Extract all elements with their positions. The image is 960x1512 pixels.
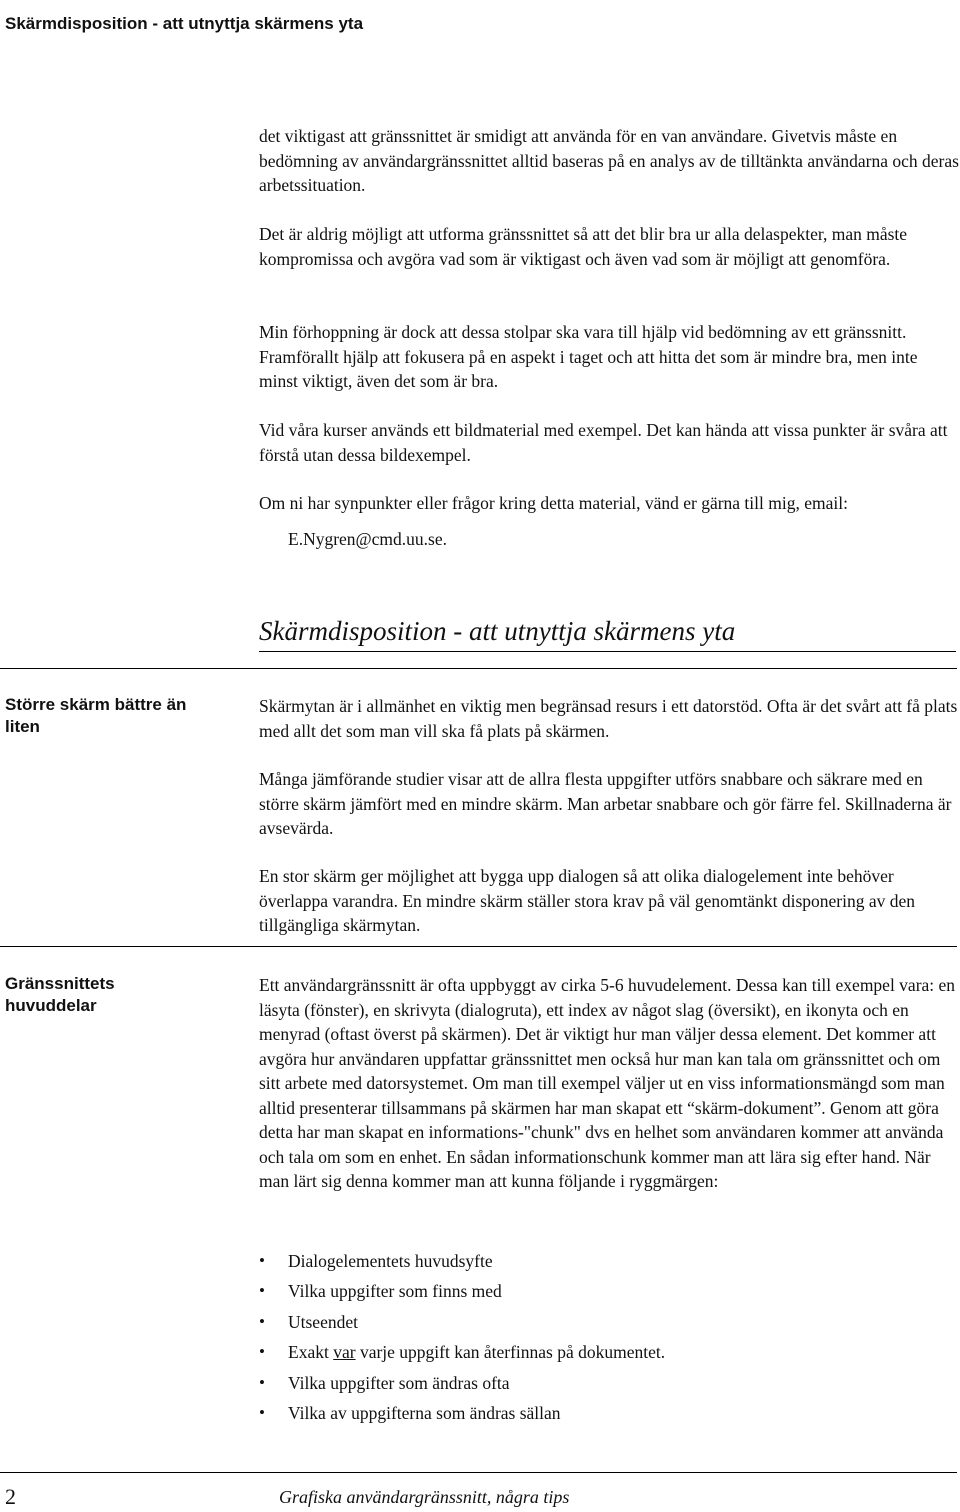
block-divider-1 (0, 668, 957, 669)
side-heading-huvuddelar: Gränssnittets huvuddelar (5, 974, 115, 1015)
footer-book-title: Grafiska användargränssnitt, några tips (279, 1487, 570, 1507)
page-number: 2 (5, 1484, 16, 1509)
list-item: • Vilka av uppgifterna som ändras sällan (259, 1401, 665, 1431)
list-item: • Dialogelementets huvudsyfte (259, 1249, 665, 1279)
section-title: Skärmdisposition - att utnyttja skärmens yta (259, 616, 736, 646)
intro-paragraph-5: Om ni har synpunkter eller frågor kring detta material, vänd er gärna till mig, email: (259, 493, 848, 513)
block2-paragraph-1: Ett användargränssnitt är ofta uppbyggt av cirka 5-6 huvudelement. Dessa kan till exempel vara: en läsyta (fönster), en skrivyta (dialogruta), ett index av något slag (översikt), en ikonyta och en menyrad (oftast överst på skärmen). Det är viktigt hur man väljer dessa element. Det kommer att avgöra hur användaren uppfattar gränssnittet men också hur man kan tala om gränssnittet och om sitt arbete med datorsystemet. Om man till exempel väljer ut en viss informationsmängd som man alltid presenterar tillsammans på skärmen har man skapat ett “skärm-dokument”. Genom att göra detta har man skapat en informations-"chunk" dvs en helhet som användaren kommer att använda och tala om som en enhet. En sådan informationschunk kommer man att lära sig efter hand. När man lärt sig denna kommer man att kunna följande i ryggmärgen: (259, 975, 956, 1191)
intro-paragraph-3: Min förhoppning är dock att dessa stolpar ska vara till hjälp vid bedömning av ett gränssnitt. Framförallt hjälp att fokusera på en aspekt i taget och att hitta det som är mindre bra, men inte minst viktigt, även det som är bra. (259, 322, 918, 391)
contact-email: E.Nygren@cmd.uu.se. (288, 529, 447, 549)
list-item: • Utseendet (259, 1310, 665, 1340)
intro-paragraph-2: Det är aldrig möjligt att utforma gränssnittet så att det blir bra ur alla delaspekter, man måste kompromissa och avgöra vad som är viktigast och även vad som är möjligt att genomföra. (259, 224, 908, 269)
list-item (259, 1340, 665, 1370)
footer-rule (0, 1472, 957, 1473)
list-item-text-before: Exakt (288, 1342, 334, 1363)
underlined-word: var (333, 1342, 356, 1363)
bullet-list (259, 1249, 665, 1431)
intro-paragraph-1: det viktigast att gränssnittet är smidigt att använda för en van användare. Givetvis måste en bedömning av användargränssnittet alltid baseras på en analys av de tilltänkta användarna och deras arbetssituation. (259, 126, 959, 195)
block1-paragraph-3: En stor skärm ger möjlighet att bygga upp dialogen så att olika dialogelement inte behöver överlappa varandra. En mindre skärm ställer stora krav på väl genomtänkt disponering av den tillgängliga skärmytan. (259, 866, 916, 935)
list-item: • Vilka uppgifter som finns med (259, 1279, 665, 1309)
list-item-text-after: varje uppgift kan återfinnas på dokumentet. (355, 1342, 666, 1363)
block1-paragraph-2: Många jämförande studier visar att de allra flesta uppgifter utförs snabbare och säkrare med en större skärm jämfört med en mindre skärm. Man arbetar snabbare och gör färre fel. Skillnaderna är avsevärda. (259, 769, 952, 838)
intro-paragraph-4: Vid våra kurser används ett bildmaterial med exempel. Det kan hända att vissa punkter är svåra att förstå utan dessa bildexempel. (259, 420, 948, 465)
list-item: • Vilka uppgifter som ändras ofta (259, 1371, 665, 1401)
block-divider-2 (0, 946, 957, 947)
side-heading-storre-skarm: Större skärm bättre än liten (5, 695, 187, 736)
section-title-rule (259, 651, 956, 652)
block1-paragraph-1: Skärmytan är i allmänhet en viktig men begränsad resurs i ett datorstöd. Ofta är det svårt att få plats med allt det som man vill ska få plats på skärmen. (259, 696, 958, 741)
running-header: Skärmdisposition - att utnyttja skärmens yta (5, 14, 364, 33)
